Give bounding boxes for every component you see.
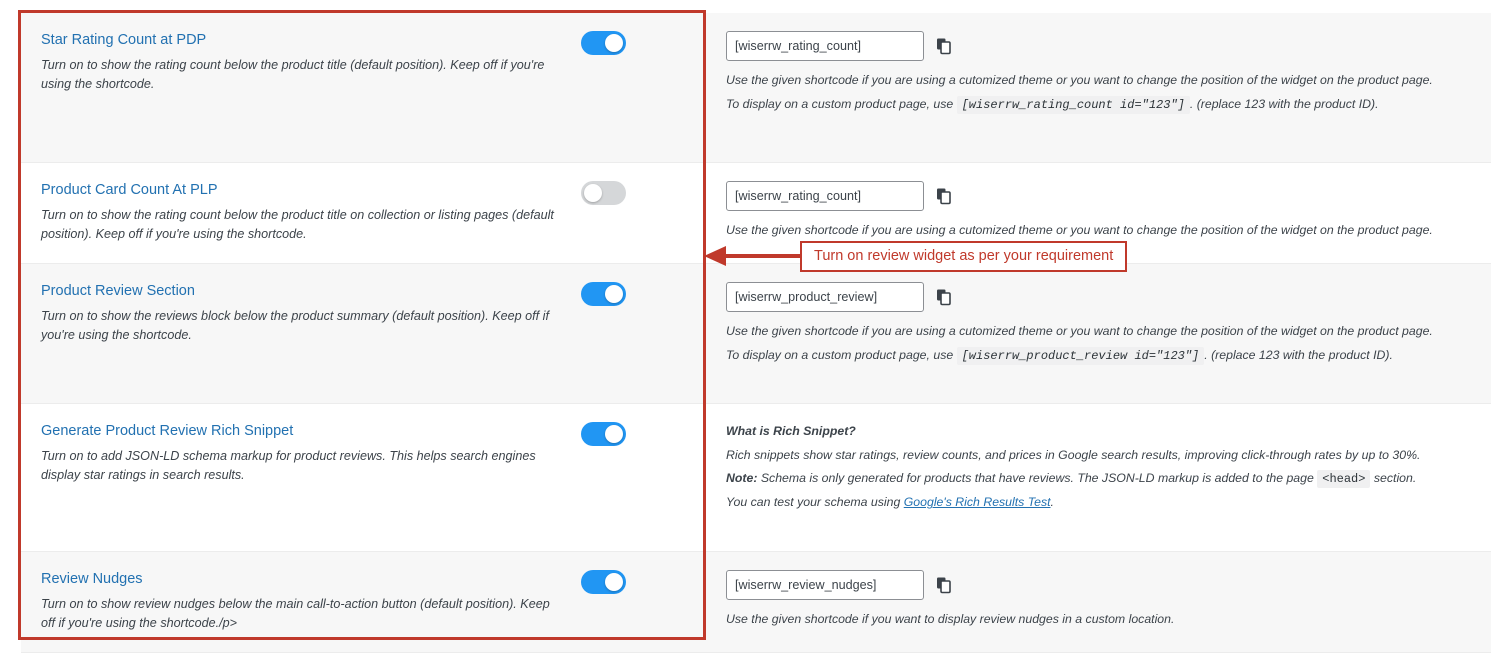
setting-info: [21, 404, 581, 504]
setting-info: [21, 552, 581, 652]
annotation-arrow: [700, 240, 810, 276]
shortcode-example-code: [wiserrw_rating_count id="123"]: [957, 96, 1190, 114]
shortcode-input-rating-count[interactable]: [726, 31, 924, 61]
setting-row-review-nudges: [21, 552, 1491, 653]
custom-help-prefix: To display on a custom product page, use: [726, 347, 954, 362]
setting-title: Product Card Count At PLP: [41, 182, 218, 198]
shortcode-line: [726, 282, 1446, 312]
rich-snippet-heading: What is Rich Snippet?: [726, 423, 856, 438]
shortcode-help-text: Use the given shortcode if you are using a cutomized theme or you want to change the position of the widget on the product page.: [726, 323, 1433, 338]
custom-help-prefix: To display on a custom product page, use: [726, 96, 954, 111]
setting-shortcode-cell: [706, 264, 1491, 388]
note-label: Note:: [726, 471, 758, 486]
toggle-knob: [605, 425, 623, 443]
setting-description: Turn on to show review nudges below the main call-to-action button (default position). Keep off if you're using the shortcode./p>: [41, 596, 550, 631]
rich-snippet-info: [706, 404, 1491, 535]
setting-description: Turn on to show the rating count below the product title on collection or listing pages (default position). Keep off if you're using the shortcode.: [41, 207, 554, 242]
custom-help-suffix: . (replace 123 with the product ID).: [1189, 96, 1379, 111]
setting-shortcode-cell: [706, 13, 1491, 137]
setting-toggle-cell: [581, 13, 706, 73]
setting-title: Generate Product Review Rich Snippet: [41, 422, 294, 439]
rich-snippet-test-line: [726, 493, 1446, 513]
rich-results-test-link[interactable]: Google's Rich Results Test: [903, 495, 1051, 510]
shortcode-line: [726, 31, 1446, 61]
note-text-2: section.: [1373, 471, 1417, 486]
copy-icon[interactable]: [934, 575, 954, 595]
setting-toggle-cell: [581, 552, 706, 612]
test-prefix: You can test your schema using: [726, 495, 901, 510]
toggle-product-card-count[interactable]: [581, 181, 626, 205]
copy-icon[interactable]: [934, 287, 954, 307]
setting-info: [21, 13, 581, 113]
setting-info: [21, 264, 581, 364]
custom-help-suffix: . (replace 123 with the product ID).: [1204, 347, 1393, 362]
annotation-callout: Turn on review widget as per your requirement: [800, 241, 1127, 272]
shortcode-custom-help: [726, 95, 1446, 115]
setting-toggle-cell: [581, 163, 706, 223]
shortcode-help-text: Use the given shortcode if you want to display review nudges in a custom location.: [726, 611, 1175, 626]
toggle-knob: [584, 184, 602, 202]
setting-title: Product Review Section: [41, 282, 195, 299]
toggle-review-nudges[interactable]: [581, 570, 626, 594]
setting-row-rich-snippet: [21, 404, 1491, 552]
shortcode-custom-help: [726, 346, 1446, 366]
setting-info: [21, 163, 581, 263]
shortcode-example-code: [wiserrw_product_review id="123"]: [957, 347, 1205, 365]
setting-title: Review Nudges: [41, 570, 143, 587]
note-text-1: Schema is only generated for products that have reviews. The JSON-LD markup is added to the page: [760, 471, 1314, 486]
setting-description: Turn on to add JSON-LD schema markup for product reviews. This helps search engines display star ratings in search results.: [41, 448, 536, 483]
shortcode-input-product-review[interactable]: [726, 282, 924, 312]
shortcode-input-review-nudges[interactable]: [726, 570, 924, 600]
shortcode-line: [726, 181, 1446, 211]
setting-toggle-cell: [581, 404, 706, 464]
toggle-star-rating-count[interactable]: [581, 31, 626, 55]
setting-shortcode-cell: [706, 552, 1491, 652]
toggle-knob: [605, 573, 623, 591]
rich-snippet-note: [726, 469, 1446, 489]
test-suffix: .: [1050, 495, 1054, 510]
settings-rows: [21, 13, 1491, 653]
shortcode-line: [726, 570, 1446, 600]
toggle-knob: [605, 34, 623, 52]
toggle-knob: [605, 285, 623, 303]
toggle-product-review-section[interactable]: [581, 282, 626, 306]
rich-snippet-description: Rich snippets show star ratings, review counts, and prices in Google search results, improving click-through rates by up to 30%.: [726, 447, 1421, 462]
copy-icon[interactable]: [934, 186, 954, 206]
shortcode-help-text: Use the given shortcode if you are using a cutomized theme or you want to change the position of the widget on the product page.: [726, 73, 1433, 87]
copy-icon[interactable]: [934, 36, 954, 56]
toggle-rich-snippet[interactable]: [581, 422, 626, 446]
setting-row-product-review-section: [21, 264, 1491, 404]
setting-toggle-cell: [581, 264, 706, 324]
setting-description: Turn on to show the rating count below the product title (default position). Keep off if you're using the shortcode.: [41, 57, 545, 92]
setting-row-star-rating-count: [21, 13, 1491, 163]
setting-title: Star Rating Count at PDP: [41, 32, 207, 48]
setting-description: Turn on to show the reviews block below the product summary (default position). Keep off if you're using the shortcode.: [41, 308, 549, 343]
shortcode-input-rating-count-plp[interactable]: [726, 181, 924, 211]
head-tag-code: <head>: [1317, 470, 1370, 488]
shortcode-help-text: Use the given shortcode if you are using a cutomized theme or you want to change the position of the widget on the product page.: [726, 223, 1433, 237]
